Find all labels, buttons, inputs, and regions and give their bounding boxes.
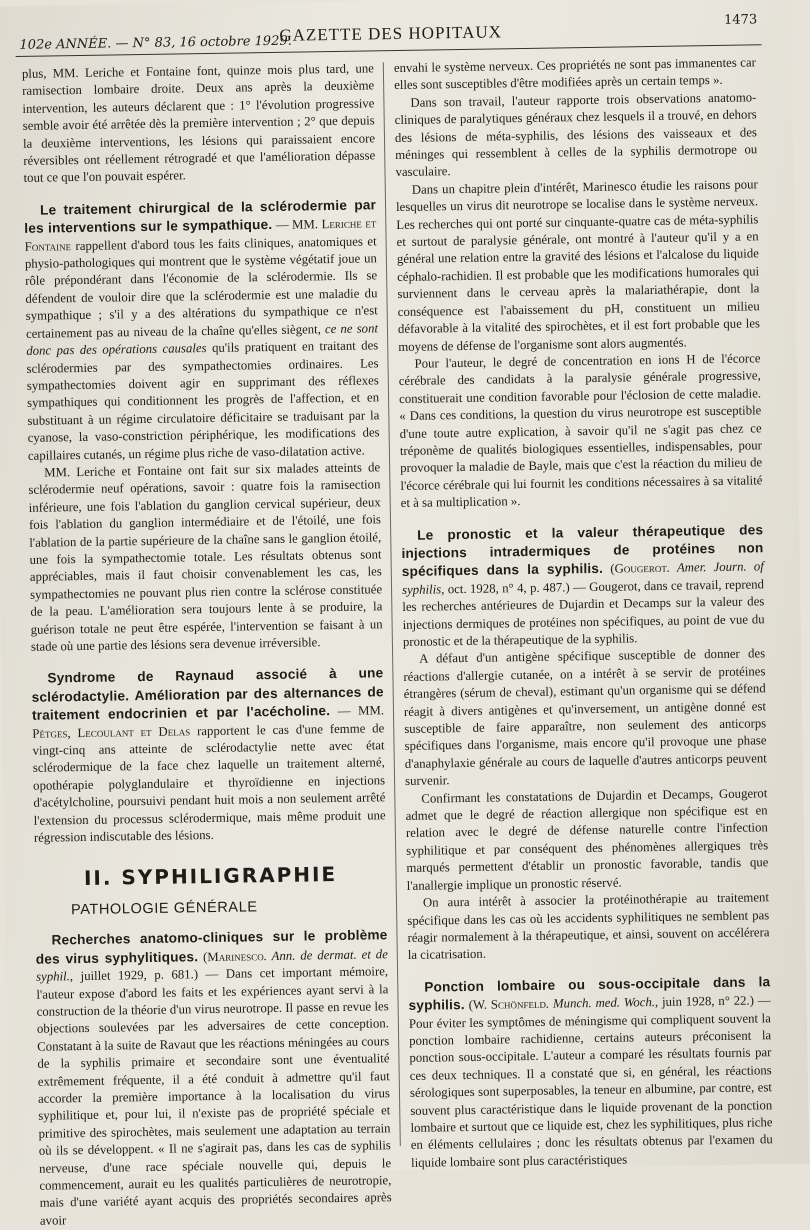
article-body: — Gougerot, dans ce travail, reprend les recherches antérieures de Dujardin et Decamps sur la valeur des injections dermiques de protéines non spécifiques, au point de vue du pronostic et de la thérapeutique de la syphilis. — [402, 577, 765, 649]
article-body: — Dans cet important mémoire, l'auteur expose d'abord les faits et les expériences ayant servi à la construction de la théorie d'un virus neurotrope. Il passe en revue les objections soulevées par les adversaires de cette conception. Constatant à la suite de Ravaut que les réactions méningées au cours de la syphilis primaire et secondaire sont une éventualité extrêmement fréquente, il a été conduit à admettre qu'il faut accorder la première importance à la localisation du virus syphilitique et, pour lui, il n'existe pas de propriété spéciale et primitive des spirochètes, mais seulement une adaptation au terrain où ils se développent. « Il ne s'agirait pas, dans les cas de syphilis nerveuse, d'une race spéciale nouvelle qui, depuis le commencement, aurait eu les qualités particulières de neurotropie, mais d'une variété ayant acquis des propriétés secondaires après avoir — [36, 964, 392, 1228]
article-authors: Leriche et Fontaine — [24, 216, 377, 254]
article-paragraph: MM. Leriche et Fontaine ont fait sur six malades atteints de sclérodermie neuf opérations, savoir : quatre fois la ramisection inférieure, une fois l'ablation du ganglion cervical supérieur, deux fois l'ablation du ganglion intermédiaire et de l'étoilé, une fois l'ablation de la partie supérieure de la chaîne sans le ganglion étoilé, une fois la sympathectomie totale. Les résultats obtenus sont appréciables, mais il faut choisir convenablement les cas, les sympathectomies ne pouvant plus rien contre la sclérose constituée de la peau. L'amélioration sera toujours lente à se produire, la guérison totale ne peut être espérée, l'intervention se faisant à un stade où une partie des lésions sera devenue irréversible. — [28, 460, 383, 654]
article-paragraph: Dans un chapitre plein d'intérêt, Marinesco étudie les raisons pour lesquelles un virus dit neurotrope se localise dans le système nerveux. Les recherches qui ont porté sur cinquante-quatre cas de méta-syphilis et surtout de paralysie générale, ont montré à l'auteur qu'il y a en général une relation entre la gravité des lésions et l'alcalose du liquide céphalo-rachidien. Il est probable que les modifications humorales qui surviennent dans le cerveau après la malariathérapie, dont la conséquence est l'abaissement du pH, constituent un milieu défavorable à la vitalité des spirochètes, et il est fort probable que les moyens de défense de l'organisme sont alors augmentés. — [395, 177, 761, 354]
article-date: juin 1928, n° 22.) — [658, 993, 755, 1010]
article-reference: . Ann. de dermat. et de syphil., — [36, 946, 388, 984]
article-title: Ponction lombaire ou sous-occipitale dans la syphilis. — [408, 973, 771, 1014]
subsection-title: PATHOLOGIE GÉNÉRALE — [70, 899, 258, 919]
article-reference: . Munch. med. Woch., — [545, 995, 659, 1011]
article-emphasis: ce ne sont donc pas des opérations causales — [26, 321, 379, 358]
article-body: rappellent d'abord tous les faits cliniques, anatomiques et physio-pathologiques qui montrent que le système végétatif joue un rôle prépondérant dans l'économie de la sclérodermie. Ils se défendent de vouloir dire que la sclérodermie est une maladie du sympathique ; s'il y a des altérations du sympathique ce n'est certainement pas au niveau de la chaîne qu'elles siègent, — [24, 233, 378, 341]
article-title: Recherches anatomo-cliniques sur le problème des virus syphylitiques. — [35, 927, 388, 967]
left-column — [21, 60, 392, 1228]
article-body-cont: qu'ils pratiquent en traitant des sclérodermies par des sympathectomies ordinaires. Les sympathectomies doivent agir en supprimant des réflexes sympathiques qui conditionnent les progrès de l'affection, et en substituant à un régime circulatoire déficitaire se traduisant par la cyanose, la vaso-constriction périphérique, les modifications des capillaires cutanés, un régime plus riche de vaso-dilatation active. — [26, 338, 380, 463]
article-raynaud — [31, 665, 386, 848]
paren: ( — [602, 562, 615, 577]
article-title: Syndrome de Raynaud associé à une sclérodactylie. Amélioration par des alternances de traitement endocrinien et par l'acécholine. — [31, 665, 384, 724]
journal-title: GAZETTE DES HOPITAUX — [279, 22, 503, 45]
article-date: oct. 1928, n° 4, p. 487.) — [444, 580, 570, 597]
continued-paragraph: plus, MM. Leriche et Fontaine font, quinze mois plus tard, une ramisection lombaire droite. Deux ans après la deuxième intervention, les auteurs déclarent que : 1° l'évolution progressive semble avoir été arrêtée dès la première intervention ; 2° que depuis la deuxième interventions, les lésions qui paraissaient encore réversibles ont réellement rétrogradé et que l'amélioration dépasse tout ce que l'on pouvait espérer. — [21, 61, 376, 186]
article-authors: Pètges, Lecoulant et Delas — [32, 723, 191, 741]
article-paragraph: Dans son travail, l'auteur rapporte trois observations anatomo-cliniques de paralytiques généraux chez lesquels il a trouvé, en dehors des lésions de méta-syphilis, des lésions des vaisseaux et des méninges qui ressemblent à celles de la syphilis dermotrope ou vasculaire. — [394, 90, 758, 180]
dash: — MM. — [330, 703, 385, 719]
article-title: Le traitement chirurgical de la sclérodermie par les interventions sur le sympathique. — [24, 197, 377, 237]
article-sclerodermie — [24, 196, 380, 465]
article-paragraph: On aura intérêt à associer la protéinothérapie au traitement spécifique dans les cas où les accidents syphilitiques ne semblent pas réagir normalement à la thérapeutique, et ainsi, souvent on accélérera la cicatrisation. — [407, 890, 770, 963]
article-body: rapportent le cas d'une femme de vingt-cinq ans atteinte de sclérodactylie nette avec état sclérodermique de la face chez laquelle un traitement alterné, opothérapie polyglandulaire et thyroïdienne en injections d'acétylcholine, poursuivi pendant huit mois a non seulement arrêté l'extension du processus sclérodermique, mais même produit une régression indiscutable des lésions. — [32, 720, 386, 845]
article-paragraph: Pour l'auteur, le degré de concentration en ions H de l'écorce cérébrale des candidats à la paralysie générale progressive, constituerait une condition favorable pour l'éclosion de cette maladie. « Dans ces conditions, la question du virus neurotrope est susceptible d'une toute autre explication, à savoir qu'il ne s'agit pas chez ce tréponème de qualités biologiques essentielles, indispensables, pour provoquer la maladie de Bayle, mais que c'est la réaction du milieu de l'écorce cérébrale qui lui fournit les conditions nécessaires à sa vitalité et à sa multiplication ». — [398, 351, 763, 511]
article-body: — Pour éviter les symptômes de méningisme qui compliquent souvent la ponction lombaire rachidienne, certains auteurs préconisent la ponction sous-occipitale. L'auteur a comparé les résultats fournis par ces deux techniques. Il a constaté que si, en général, les réactions sérologiques sont superposables, la teneur en albumine, par contre, est souvent plus caractéristique dans le liquide provenant de la ponction lombaire et surtout que ce liquide est, chez les syphilitiques, plus riche en éléments cellulaires ; donc les résultats obtenus par l'examen du liquide lombaire sont plus caractéristiques — [408, 993, 773, 1170]
paren: ( — [198, 949, 208, 964]
article-authors: Schönfeld — [490, 996, 547, 1012]
page-header — [19, 8, 757, 54]
article-title: Le pronostic et la valeur thérapeutique des injections intradermiques de protéines non spécifiques dans la syphilis. — [401, 521, 764, 580]
continued-paragraph: envahi le système nerveux. Ces propriétés ne sont pas immanentes car elles sont susceptibles d'être modifiées après un certain temps ». — [393, 55, 756, 93]
article-gougerot — [401, 521, 765, 652]
right-column — [393, 54, 773, 1170]
article-schonfeld — [408, 973, 773, 1172]
article-date: juillet 1929, p. 681.) — [72, 967, 199, 984]
paren: (W. — [464, 997, 491, 1013]
issue-info: 102e ANNÉE. — N° 83, 16 octobre 1929. — [19, 33, 292, 53]
article-paragraph: A défaut d'un antigène spécifique susceptible de donner des réactions d'allergie cutanée, on a intérêt à se servir de protéines étrangères (sérum de cheval), estimant qu'un organisme qui se défend réagit à divers antigènes et qu'inversement, un antigène donné est susceptible de faire apparaître, non seulement des anticorps spécifiques dans l'organisme, mais encore qu'il provoque une phase d'anaphylaxie générale au cours de laquelle d'autres anticorps peuvent survenir. — [403, 646, 767, 789]
section-title: II. SYPHILIGRAPHIE — [83, 862, 338, 891]
article-paragraph: Confirmant les constatations de Dujardin et Decamps, Gougerot admet que le degré de réaction allergique non spécifique est en relation avec le degré de défense naturelle contre l'infection syphilitique et par conséquent des phénomènes allergiques très marqués permettent d'établir un pronostic favorable, tandis que l'anallergie implique un pronostic réservé. — [405, 785, 769, 893]
page-number: 1473 — [723, 12, 758, 28]
article-authors: Gougerot — [614, 561, 667, 577]
article-reference: . Amer. Journ. of syphilis, — [401, 559, 764, 597]
dash: — MM. — [272, 217, 322, 233]
article-marinesco — [35, 927, 392, 1230]
article-authors: Marinesco — [207, 948, 264, 964]
